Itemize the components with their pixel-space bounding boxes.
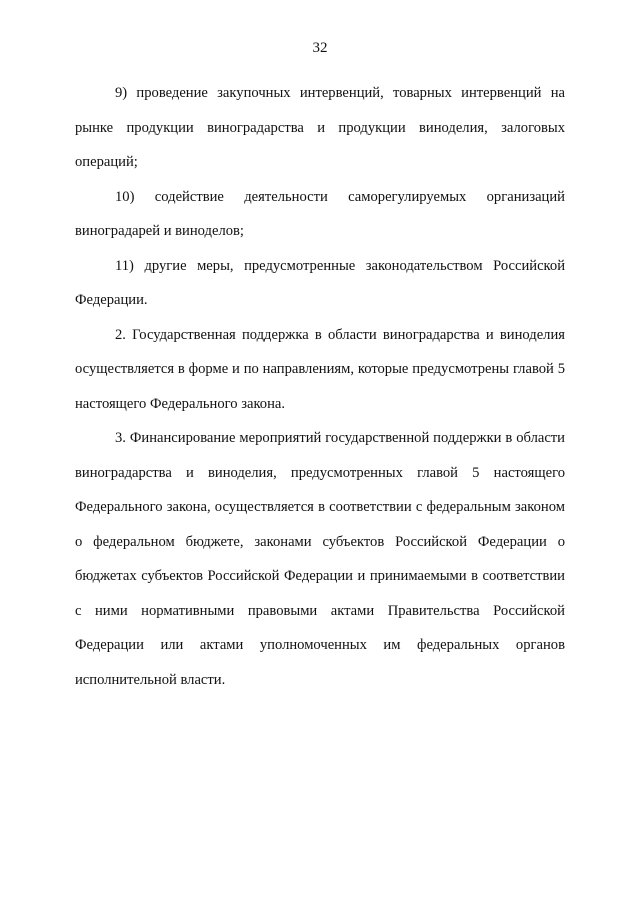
document-body [75, 76, 565, 697]
paragraph-item-10: 10) содействие деятельности саморегулируемых организаций виноградарей и виноделов; [75, 188, 565, 239]
paragraph-item-11: 11) другие меры, предусмотренные законодательством Российской Федерации. [75, 257, 565, 308]
paragraph-item-9: 9) проведение закупочных интервенций, товарных интервенций на рынке продукции виноградарства и продукции виноделия, залоговых операций; [75, 85, 565, 170]
paragraph-part-2: 2. Государственная поддержка в области виноградарства и виноделия осуществляется в форме и по направлениям, которые предусмотрены главой 5 настоящего Федерального закона. [75, 326, 565, 412]
page-number: 32 [312, 40, 328, 56]
paragraph-part-3: 3. Финансирование мероприятий государственной поддержки в области виноградарства и виноделия, предусмотренных главой 5 настоящего Федерального закона, осуществляется в соответствии с федеральным законом о федеральном бюджете, законами субъектов Российской Федерации о бюджетах субъектов Российской Федерации и принимаемыми в соответствии с ними нормативными правовыми актами Правительства Российской Федерации или актами уполномоченных им федеральных органов исполнительной власти. [75, 430, 565, 688]
